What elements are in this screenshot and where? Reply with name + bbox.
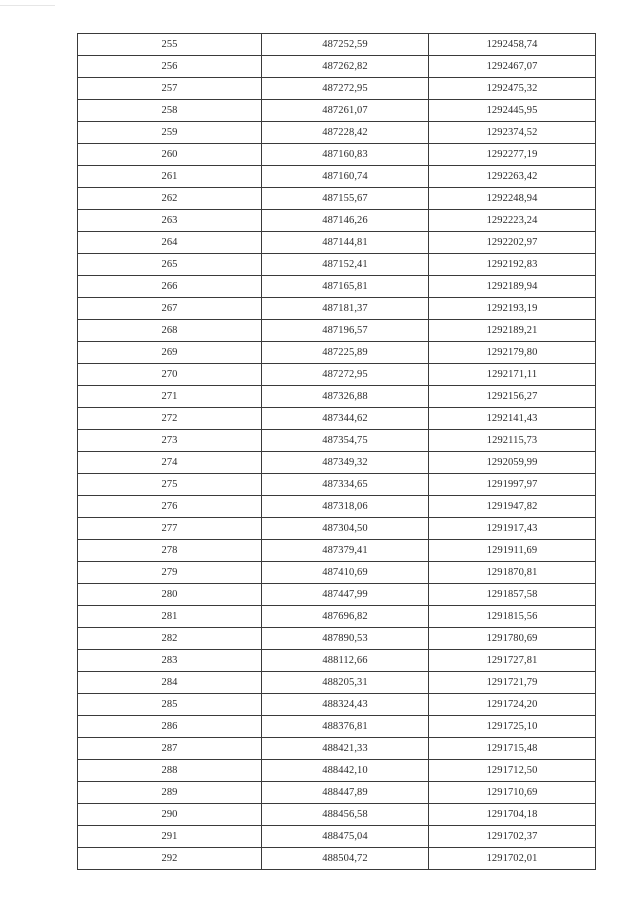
x-coordinate-cell: 487272,95 — [262, 78, 429, 100]
point-number-cell: 290 — [78, 804, 262, 826]
x-coordinate-cell: 487447,99 — [262, 584, 429, 606]
y-coordinate-cell: 1292189,21 — [429, 320, 596, 342]
y-coordinate-cell: 1292115,73 — [429, 430, 596, 452]
table-row — [78, 188, 596, 210]
y-coordinate-cell: 1291715,48 — [429, 738, 596, 760]
y-coordinate-cell: 1291857,58 — [429, 584, 596, 606]
table-row — [78, 650, 596, 672]
point-number-cell: 257 — [78, 78, 262, 100]
point-number-cell: 271 — [78, 386, 262, 408]
x-coordinate-cell: 487225,89 — [262, 342, 429, 364]
table-row — [78, 452, 596, 474]
point-number-cell: 289 — [78, 782, 262, 804]
point-number-cell: 280 — [78, 584, 262, 606]
x-coordinate-cell: 487304,50 — [262, 518, 429, 540]
y-coordinate-cell: 1292179,80 — [429, 342, 596, 364]
y-coordinate-cell: 1291724,20 — [429, 694, 596, 716]
y-coordinate-cell: 1292223,24 — [429, 210, 596, 232]
y-coordinate-cell: 1291947,82 — [429, 496, 596, 518]
point-number-cell: 276 — [78, 496, 262, 518]
table-row — [78, 100, 596, 122]
point-number-cell: 266 — [78, 276, 262, 298]
x-coordinate-cell: 488504,72 — [262, 848, 429, 870]
table-row — [78, 430, 596, 452]
point-number-cell: 292 — [78, 848, 262, 870]
table-row — [78, 408, 596, 430]
point-number-cell: 281 — [78, 606, 262, 628]
point-number-cell: 282 — [78, 628, 262, 650]
x-coordinate-cell: 487262,82 — [262, 56, 429, 78]
table-row — [78, 276, 596, 298]
x-coordinate-cell: 488475,04 — [262, 826, 429, 848]
y-coordinate-cell: 1292192,83 — [429, 254, 596, 276]
y-coordinate-cell: 1291702,37 — [429, 826, 596, 848]
table-row — [78, 760, 596, 782]
y-coordinate-cell: 1292467,07 — [429, 56, 596, 78]
table-row — [78, 848, 596, 870]
point-number-cell: 256 — [78, 56, 262, 78]
table-row — [78, 584, 596, 606]
table-row — [78, 364, 596, 386]
table-row — [78, 56, 596, 78]
x-coordinate-cell: 488205,31 — [262, 672, 429, 694]
scan-edge-mark — [0, 5, 55, 6]
point-number-cell: 264 — [78, 232, 262, 254]
table-row — [78, 672, 596, 694]
table-row — [78, 144, 596, 166]
point-number-cell: 255 — [78, 34, 262, 56]
point-number-cell: 269 — [78, 342, 262, 364]
coordinates-table — [77, 33, 596, 870]
y-coordinate-cell: 1292263,42 — [429, 166, 596, 188]
x-coordinate-cell: 487334,65 — [262, 474, 429, 496]
point-number-cell: 262 — [78, 188, 262, 210]
point-number-cell: 275 — [78, 474, 262, 496]
point-number-cell: 291 — [78, 826, 262, 848]
y-coordinate-cell: 1291917,43 — [429, 518, 596, 540]
table-row — [78, 518, 596, 540]
table-row — [78, 540, 596, 562]
table-row — [78, 782, 596, 804]
x-coordinate-cell: 487146,26 — [262, 210, 429, 232]
y-coordinate-cell: 1291727,81 — [429, 650, 596, 672]
x-coordinate-cell: 488112,66 — [262, 650, 429, 672]
point-number-cell: 270 — [78, 364, 262, 386]
y-coordinate-cell: 1292189,94 — [429, 276, 596, 298]
y-coordinate-cell: 1292193,19 — [429, 298, 596, 320]
point-number-cell: 263 — [78, 210, 262, 232]
y-coordinate-cell: 1291870,81 — [429, 562, 596, 584]
point-number-cell: 258 — [78, 100, 262, 122]
y-coordinate-cell: 1291710,69 — [429, 782, 596, 804]
point-number-cell: 273 — [78, 430, 262, 452]
x-coordinate-cell: 487252,59 — [262, 34, 429, 56]
x-coordinate-cell: 487196,57 — [262, 320, 429, 342]
table-row — [78, 716, 596, 738]
table-row — [78, 562, 596, 584]
point-number-cell: 274 — [78, 452, 262, 474]
x-coordinate-cell: 488447,89 — [262, 782, 429, 804]
x-coordinate-cell: 487354,75 — [262, 430, 429, 452]
x-coordinate-cell: 487890,53 — [262, 628, 429, 650]
x-coordinate-cell: 487152,41 — [262, 254, 429, 276]
y-coordinate-cell: 1291815,56 — [429, 606, 596, 628]
table-row — [78, 298, 596, 320]
y-coordinate-cell: 1292374,52 — [429, 122, 596, 144]
y-coordinate-cell: 1291911,69 — [429, 540, 596, 562]
y-coordinate-cell: 1292059,99 — [429, 452, 596, 474]
y-coordinate-cell: 1291702,01 — [429, 848, 596, 870]
point-number-cell: 283 — [78, 650, 262, 672]
y-coordinate-cell: 1291997,97 — [429, 474, 596, 496]
table-row — [78, 606, 596, 628]
table-row — [78, 210, 596, 232]
x-coordinate-cell: 488324,43 — [262, 694, 429, 716]
y-coordinate-cell: 1292141,43 — [429, 408, 596, 430]
coordinates-table-body — [78, 34, 596, 870]
x-coordinate-cell: 487181,37 — [262, 298, 429, 320]
point-number-cell: 260 — [78, 144, 262, 166]
x-coordinate-cell: 487228,42 — [262, 122, 429, 144]
table-row — [78, 342, 596, 364]
x-coordinate-cell: 487349,32 — [262, 452, 429, 474]
y-coordinate-cell: 1292171,11 — [429, 364, 596, 386]
y-coordinate-cell: 1292248,94 — [429, 188, 596, 210]
x-coordinate-cell: 487696,82 — [262, 606, 429, 628]
table-row — [78, 628, 596, 650]
x-coordinate-cell: 487165,81 — [262, 276, 429, 298]
table-row — [78, 474, 596, 496]
x-coordinate-cell: 487160,74 — [262, 166, 429, 188]
point-number-cell: 277 — [78, 518, 262, 540]
point-number-cell: 284 — [78, 672, 262, 694]
point-number-cell: 268 — [78, 320, 262, 342]
point-number-cell: 279 — [78, 562, 262, 584]
x-coordinate-cell: 487144,81 — [262, 232, 429, 254]
point-number-cell: 265 — [78, 254, 262, 276]
x-coordinate-cell: 488442,10 — [262, 760, 429, 782]
table-row — [78, 78, 596, 100]
y-coordinate-cell: 1292458,74 — [429, 34, 596, 56]
table-row — [78, 496, 596, 518]
table-row — [78, 694, 596, 716]
point-number-cell: 261 — [78, 166, 262, 188]
x-coordinate-cell: 487272,95 — [262, 364, 429, 386]
x-coordinate-cell: 488456,58 — [262, 804, 429, 826]
point-number-cell: 278 — [78, 540, 262, 562]
x-coordinate-cell: 487344,62 — [262, 408, 429, 430]
table-row — [78, 826, 596, 848]
table-row — [78, 738, 596, 760]
point-number-cell: 267 — [78, 298, 262, 320]
point-number-cell: 259 — [78, 122, 262, 144]
x-coordinate-cell: 487318,06 — [262, 496, 429, 518]
x-coordinate-cell: 487326,88 — [262, 386, 429, 408]
table-row — [78, 386, 596, 408]
y-coordinate-cell: 1292475,32 — [429, 78, 596, 100]
y-coordinate-cell: 1292445,95 — [429, 100, 596, 122]
table-row — [78, 232, 596, 254]
x-coordinate-cell: 487261,07 — [262, 100, 429, 122]
x-coordinate-cell: 488376,81 — [262, 716, 429, 738]
table-row — [78, 254, 596, 276]
point-number-cell: 288 — [78, 760, 262, 782]
x-coordinate-cell: 487379,41 — [262, 540, 429, 562]
y-coordinate-cell: 1292277,19 — [429, 144, 596, 166]
y-coordinate-cell: 1291712,50 — [429, 760, 596, 782]
x-coordinate-cell: 487160,83 — [262, 144, 429, 166]
table-row — [78, 320, 596, 342]
point-number-cell: 272 — [78, 408, 262, 430]
x-coordinate-cell: 487155,67 — [262, 188, 429, 210]
table-row — [78, 804, 596, 826]
point-number-cell: 285 — [78, 694, 262, 716]
y-coordinate-cell: 1292156,27 — [429, 386, 596, 408]
x-coordinate-cell: 487410,69 — [262, 562, 429, 584]
point-number-cell: 286 — [78, 716, 262, 738]
y-coordinate-cell: 1291721,79 — [429, 672, 596, 694]
table-row — [78, 166, 596, 188]
table-row — [78, 34, 596, 56]
x-coordinate-cell: 488421,33 — [262, 738, 429, 760]
y-coordinate-cell: 1292202,97 — [429, 232, 596, 254]
point-number-cell: 287 — [78, 738, 262, 760]
y-coordinate-cell: 1291725,10 — [429, 716, 596, 738]
table-row — [78, 122, 596, 144]
y-coordinate-cell: 1291704,18 — [429, 804, 596, 826]
y-coordinate-cell: 1291780,69 — [429, 628, 596, 650]
